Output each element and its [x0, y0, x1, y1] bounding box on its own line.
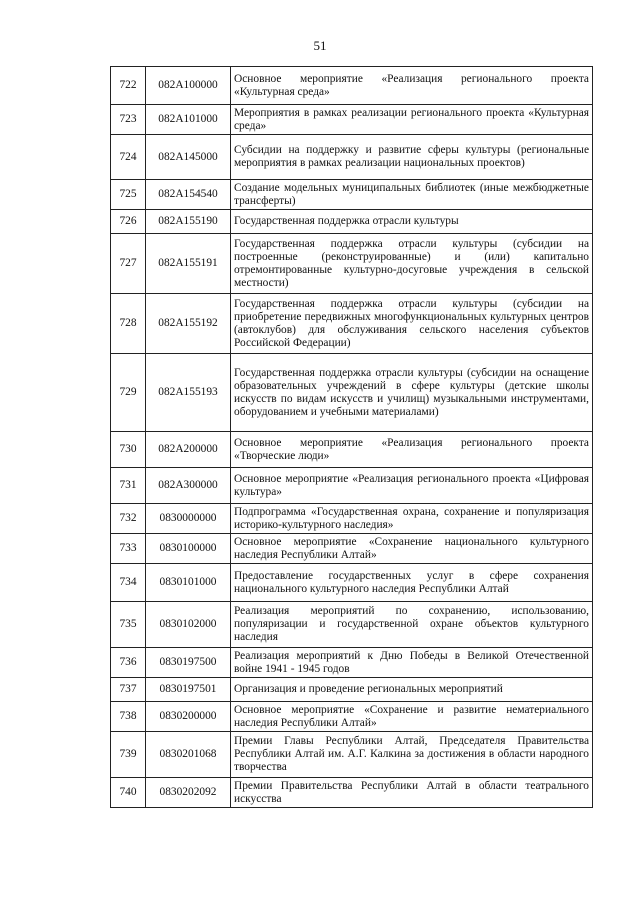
row-code: 082A145000 [146, 135, 231, 180]
row-description: Государственная поддержка отрасли культуры (субсидии на построенные (реконструированные) и (или) капитально отремонтированные культурно-досуговые учреждения в сельской местности) [231, 234, 593, 294]
row-description: Предоставление государственных услуг в сфере сохранения национального культурного наследия Республики Алтай [231, 564, 593, 602]
row-number: 738 [111, 702, 146, 732]
table-row [111, 534, 593, 564]
row-description: Государственная поддержка отрасли культуры (субсидии на приобретение передвижных многофункциональных культурных центров (автоклубов) для обслуживания сельского населения субъектов Российской Федерации) [231, 294, 593, 354]
row-description: Мероприятия в рамках реализации регионального проекта «Культурная среда» [231, 105, 593, 135]
table-row [111, 67, 593, 105]
row-description: Подпрограмма «Государственная охрана, сохранение и популяризация историко-культурного наследия» [231, 504, 593, 534]
row-number: 735 [111, 602, 146, 648]
row-number: 729 [111, 354, 146, 432]
row-code: 0830202092 [146, 778, 231, 808]
row-code: 0830000000 [146, 504, 231, 534]
row-code: 082A155190 [146, 210, 231, 234]
row-number: 736 [111, 648, 146, 678]
row-description: Основное мероприятие «Реализация регионального проекта «Цифровая культура» [231, 468, 593, 504]
table-row [111, 648, 593, 678]
row-description: Премии Главы Республики Алтай, Председателя Правительства Республики Алтай им. А.Г. Калкина за достижения в области народного творчества [231, 732, 593, 778]
row-description: Основное мероприятие «Реализация регионального проекта «Творческие люди» [231, 432, 593, 468]
row-description: Создание модельных муниципальных библиотек (иные межбюджетные трансферты) [231, 180, 593, 210]
row-number: 737 [111, 678, 146, 702]
row-code: 0830201068 [146, 732, 231, 778]
row-number: 732 [111, 504, 146, 534]
row-number: 733 [111, 534, 146, 564]
row-number: 723 [111, 105, 146, 135]
table-row [111, 702, 593, 732]
row-code: 082A101000 [146, 105, 231, 135]
row-number: 722 [111, 67, 146, 105]
row-code: 082A155193 [146, 354, 231, 432]
row-code: 082A300000 [146, 468, 231, 504]
row-code: 082A100000 [146, 67, 231, 105]
row-code: 0830197500 [146, 648, 231, 678]
row-code: 0830101000 [146, 564, 231, 602]
table-row [111, 210, 593, 234]
table-row [111, 504, 593, 534]
table-row [111, 354, 593, 432]
row-description: Субсидии на поддержку и развитие сферы культуры (региональные мероприятия в рамках реализации национальных проектов) [231, 135, 593, 180]
row-description: Основное мероприятие «Реализация регионального проекта «Культурная среда» [231, 67, 593, 105]
table-row [111, 564, 593, 602]
budget-code-table [110, 66, 593, 808]
table-row [111, 294, 593, 354]
table-row [111, 732, 593, 778]
page-number: 51 [313, 38, 327, 53]
row-number: 731 [111, 468, 146, 504]
table-row [111, 432, 593, 468]
table-row [111, 778, 593, 808]
table-row [111, 468, 593, 504]
table-row [111, 678, 593, 702]
table-row [111, 180, 593, 210]
table-row [111, 234, 593, 294]
row-description: Организация и проведение региональных мероприятий [231, 678, 593, 702]
row-number: 727 [111, 234, 146, 294]
row-number: 740 [111, 778, 146, 808]
row-code: 082A154540 [146, 180, 231, 210]
row-number: 730 [111, 432, 146, 468]
row-description: Государственная поддержка отрасли культуры (субсидии на оснащение образовательных учреждений в сфере культуры (детские школы искусств по видам искусств и училищ) музыкальными инструментами, оборудованием и учебными материалами) [231, 354, 593, 432]
row-description: Основное мероприятие «Сохранение национального культурного наследия Республики Алтай» [231, 534, 593, 564]
row-code: 0830102000 [146, 602, 231, 648]
row-number: 734 [111, 564, 146, 602]
row-number: 728 [111, 294, 146, 354]
row-code: 082A200000 [146, 432, 231, 468]
row-code: 082A155192 [146, 294, 231, 354]
table-row [111, 602, 593, 648]
table-row [111, 105, 593, 135]
row-code: 082A155191 [146, 234, 231, 294]
row-number: 739 [111, 732, 146, 778]
row-description: Реализация мероприятий по сохранению, использованию, популяризации и государственной охране объектов культурного наследия [231, 602, 593, 648]
row-number: 725 [111, 180, 146, 210]
table-row [111, 135, 593, 180]
row-description: Основное мероприятие «Сохранение и развитие нематериального наследия Республики Алтай» [231, 702, 593, 732]
row-code: 0830200000 [146, 702, 231, 732]
row-code: 0830197501 [146, 678, 231, 702]
row-code: 0830100000 [146, 534, 231, 564]
row-description: Премии Правительства Республики Алтай в области театрального искусства [231, 778, 593, 808]
row-number: 724 [111, 135, 146, 180]
row-description: Государственная поддержка отрасли культуры [231, 210, 593, 234]
row-number: 726 [111, 210, 146, 234]
row-description: Реализация мероприятий к Дню Победы в Великой Отечественной войне 1941 - 1945 годов [231, 648, 593, 678]
